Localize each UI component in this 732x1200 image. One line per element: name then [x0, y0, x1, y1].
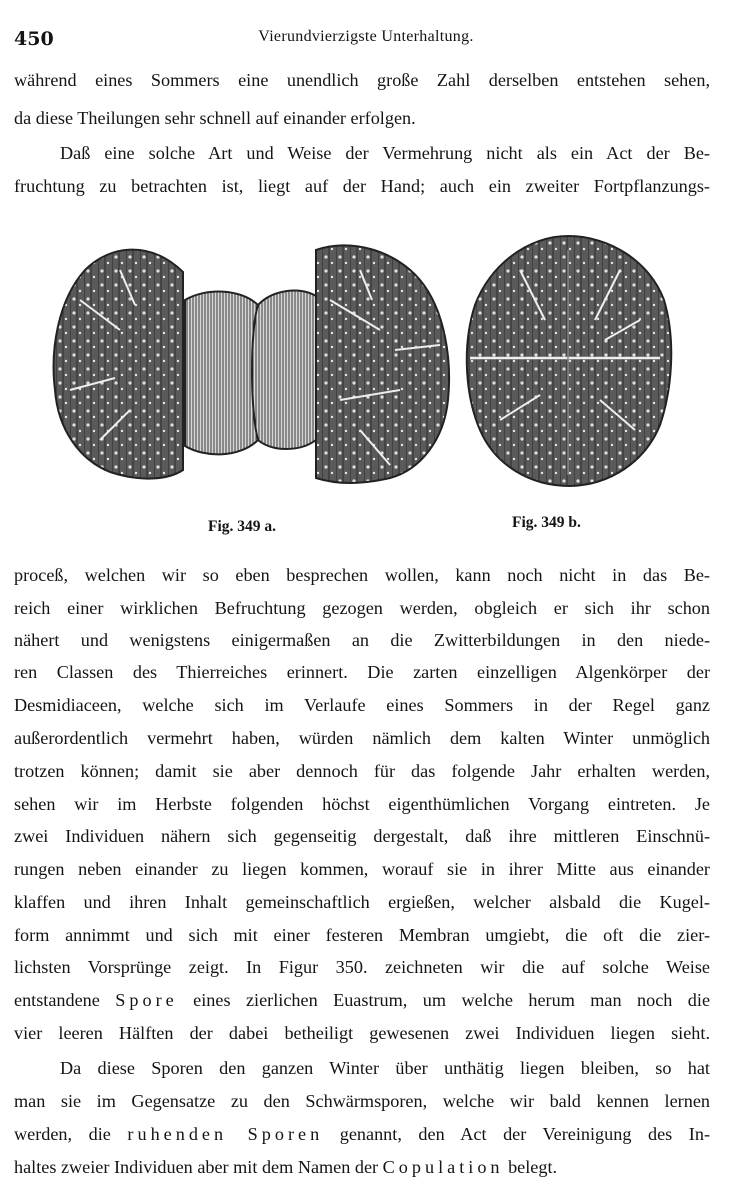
text-line: proceß, welchen wir so eben besprechen wollen, kann noch nicht in das Be-	[14, 565, 710, 585]
fig-349a-drawing	[54, 245, 449, 482]
text-line	[14, 990, 710, 1011]
text-line: trotzen können; damit sie aber dennoch für das folgende Jahr erhalten werden,	[14, 761, 710, 781]
text-line: lichsten Vorsprünge zeigt. In Figur 350. zeichneten wir die auf solche Weise	[14, 957, 710, 977]
text-line	[14, 1124, 710, 1145]
text-line: sehen wir im Herbste folgenden höchst eigenthümlichen Vorgang eintreten. Je	[14, 794, 710, 814]
text-line: vier leeren Hälften der dabei betheiligt gewesenen zwei Individuen liegen sieht.	[14, 1023, 710, 1043]
emphasis-ruhenden-sporen: ruhenden Sporen	[127, 1124, 324, 1144]
text-line: Daß eine solche Art und Weise der Vermehrung nicht als ein Act der Be-	[60, 143, 710, 163]
text-segment: eines zierlichen Euastrum, um welche herum man noch die	[193, 990, 711, 1010]
text-segment: werden, die	[14, 1124, 111, 1144]
text-line: außerordentlich vermehrt haben, würden nämlich dem kalten Winter unmöglich	[14, 728, 710, 748]
text-segment: belegt.	[508, 1157, 558, 1177]
text-line: man sie im Gegensatze zu den Schwärmsporen, welche wir bald kennen lernen	[14, 1091, 710, 1111]
text-line: ren Classen des Thierreiches erinnert. Die zarten einzelligen Algenkörper der	[14, 662, 710, 682]
text-segment: haltes zweier Individuen aber mit dem Namen der	[14, 1157, 379, 1177]
text-line: da diese Theilungen sehr schnell auf einander erfolgen.	[14, 108, 416, 128]
desmid-illustration	[0, 0, 732, 560]
page-number: 450	[14, 28, 54, 50]
text-line: zwei Individuen nähern sich gegenseitig dergestalt, daß ihre mittleren Einschnü-	[14, 826, 710, 846]
text-line: fruchtung zu betrachten ist, liegt auf der Hand; auch ein zweiter Fortpflanzungs-	[14, 176, 710, 196]
emphasis-spore: Spore	[115, 990, 178, 1010]
text-line: Desmidiaceen, welche sich im Verlaufe eines Sommers in der Regel ganz	[14, 695, 710, 715]
text-line	[14, 1157, 710, 1178]
text-line: nähert und wenigstens einigermaßen an die Zwitterbildungen in den niede-	[14, 630, 710, 650]
fig-349b-drawing	[467, 236, 671, 486]
text-line: klaffen und ihren Inhalt gemeinschaftlich ergießen, welcher alsbald die Kugel-	[14, 892, 710, 912]
text-line: während eines Sommers eine unendlich große Zahl derselben entstehen sehen,	[14, 70, 710, 90]
figure-caption-a: Fig. 349 a.	[208, 518, 277, 535]
emphasis-copulation: Copulation	[382, 1157, 504, 1177]
running-head: Vierundvierzigste Unterhaltung.	[258, 28, 474, 45]
text-line: Da diese Sporen den ganzen Winter über unthätig liegen bleiben, so hat	[60, 1058, 710, 1078]
text-segment: genannt, den Act der Vereinigung des In-	[339, 1124, 710, 1144]
figure-caption-b: Fig. 349 b.	[512, 514, 581, 531]
text-line: rungen neben einander zu liegen kommen, worauf sie in ihrer Mitte aus einander	[14, 859, 710, 879]
text-line: form annimmt und sich mit einer festeren Membran umgiebt, die oft die zier-	[14, 925, 710, 945]
text-segment: entstandene	[14, 990, 100, 1010]
text-line: reich einer wirklichen Befruchtung gezogen werden, obgleich er sich ihr schon	[14, 598, 710, 618]
